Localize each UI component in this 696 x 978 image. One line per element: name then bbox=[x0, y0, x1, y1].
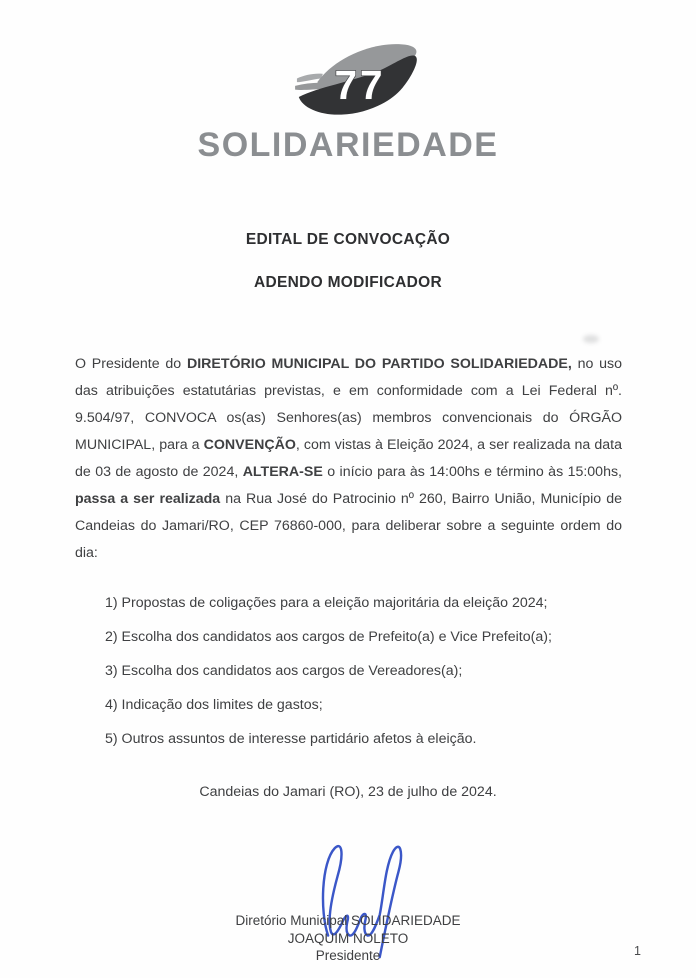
body-segment: CONVENÇÃO bbox=[203, 437, 296, 453]
date-line: Candeias do Jamari (RO), 23 de julho de 2024. bbox=[199, 784, 497, 800]
signature-line: Presidente bbox=[315, 948, 381, 963]
solidariedade-brush-logo-icon bbox=[289, 34, 429, 122]
scan-smudge bbox=[583, 335, 599, 343]
body-segment: O Presidente do bbox=[75, 356, 187, 372]
body-segment: ALTERA-SE bbox=[242, 464, 323, 480]
body-segment: , com vistas à Eleição 2024, a ser realizada na data de 03 de agosto de 2024, bbox=[75, 437, 622, 480]
page-number: 1 bbox=[634, 944, 641, 958]
party-logo-block bbox=[0, 0, 696, 165]
body-paragraph bbox=[75, 351, 622, 567]
agenda-item: 1) Propostas de coligações para a eleição majoritária da eleição 2024; bbox=[105, 595, 548, 611]
agenda-list bbox=[105, 594, 622, 748]
document-title: EDITAL DE CONVOCAÇÃO bbox=[245, 231, 451, 248]
body-segment: passa a ser realizada bbox=[75, 491, 221, 507]
party-number-77: 77 bbox=[334, 61, 386, 108]
agenda-item: 3) Escolha dos candidatos aos cargos de Vereadores(a); bbox=[105, 663, 463, 679]
body-segment: o início para às 14:00hs e término às 15:00hs, bbox=[322, 464, 623, 480]
signature-line: JOAQUIM NOLETO bbox=[287, 930, 409, 946]
agenda-item: 2) Escolha dos candidatos aos cargos de Prefeito(a) e Vice Prefeito(a); bbox=[105, 629, 552, 645]
signature-block bbox=[0, 817, 696, 978]
body-segment: no uso das atribuições estatutárias previstas, e em conformidade com a Lei Federal nº. 9.504/97, CONVOCA os(as) Senhores(as) membros convencionais do ÓRGÃO MUNICIPAL, para a bbox=[75, 356, 623, 453]
document-subtitle: ADENDO MODIFICADOR bbox=[254, 274, 442, 291]
party-wordmark: SOLIDARIEDADE bbox=[197, 126, 499, 164]
body-segment: na Rua José do Patrocinio nº 260, Bairro União, Município de Candeias do Jamari/RO, CEP 76860-000, para deliberar sobre a seguinte ordem do dia: bbox=[75, 491, 622, 561]
agenda-item: 5) Outros assuntos de interesse partidário afetos à eleição. bbox=[105, 731, 477, 747]
signature-line: Diretório Municipal SOLIDARIEDADE bbox=[235, 913, 461, 928]
signature-lines bbox=[0, 912, 696, 965]
body-segment: DIRETÓRIO MUNICIPAL DO PARTIDO SOLIDARIEDADE, bbox=[186, 356, 572, 372]
agenda-item: 4) Indicação dos limites de gastos; bbox=[105, 697, 323, 713]
